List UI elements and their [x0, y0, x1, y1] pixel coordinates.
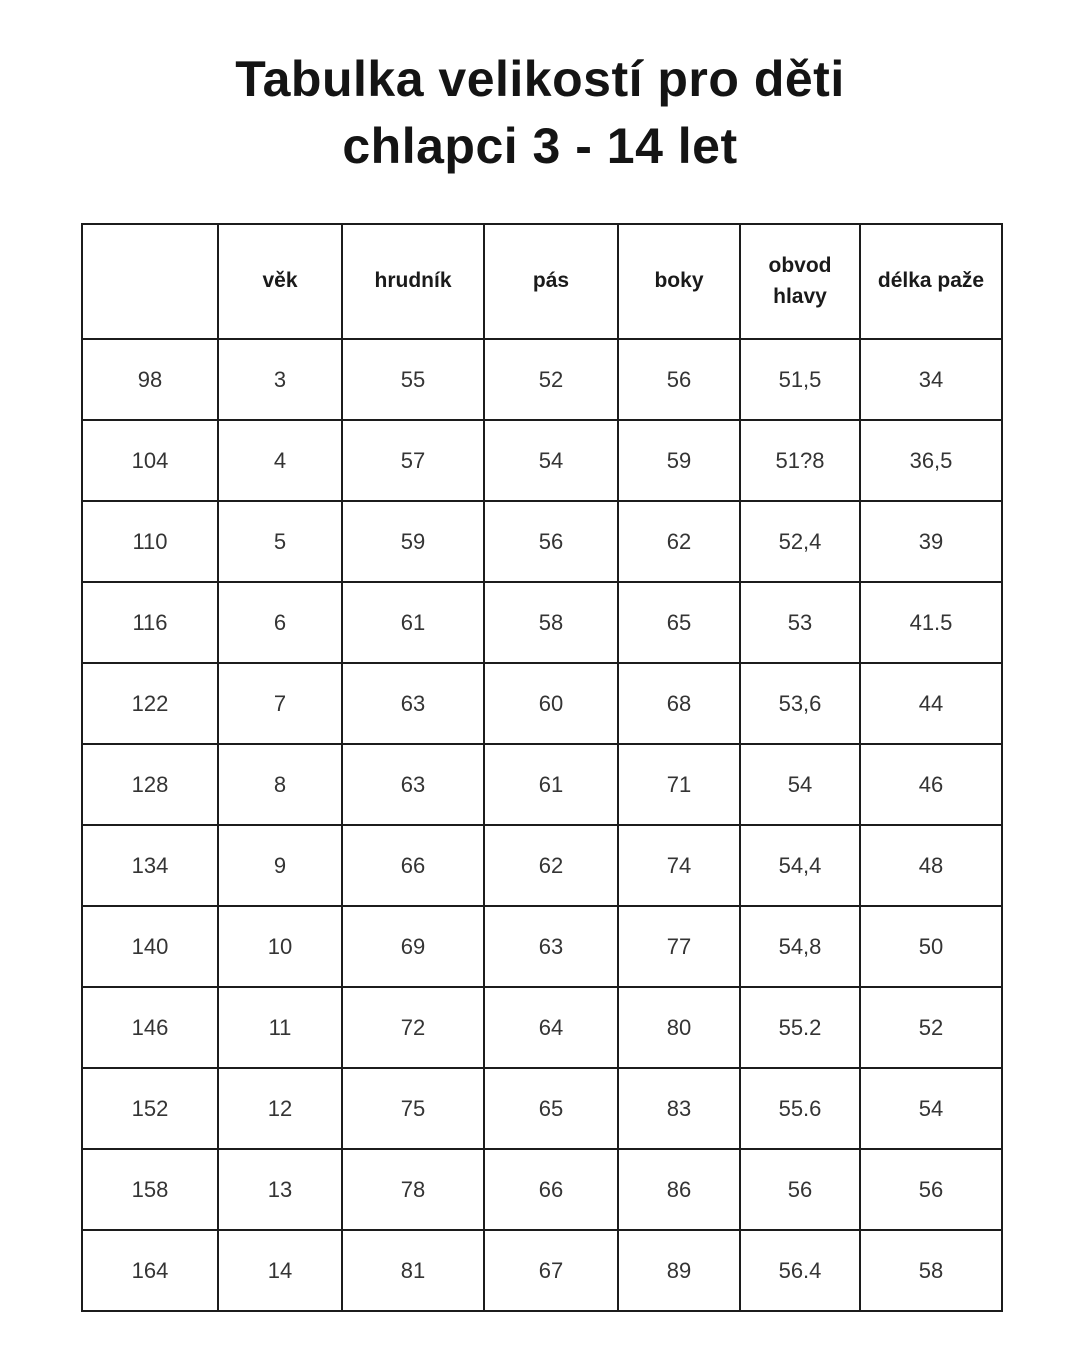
head-circumference-cell: 56: [740, 1149, 860, 1230]
hips-cell: 80: [618, 987, 740, 1068]
age-cell: 14: [218, 1230, 342, 1311]
header-row: [82, 224, 1002, 339]
waist-cell: 66: [484, 1149, 618, 1230]
waist-cell: 63: [484, 906, 618, 987]
chest-cell: 81: [342, 1230, 484, 1311]
table-row: [82, 744, 1002, 825]
head-circumference-cell: 53: [740, 582, 860, 663]
page-title-line-1: Tabulka velikostí pro děti: [235, 51, 845, 107]
age-cell: 5: [218, 501, 342, 582]
table-row: [82, 1149, 1002, 1230]
head-circumference-cell: 55.6: [740, 1068, 860, 1149]
chest-cell: 55: [342, 339, 484, 420]
arm-length-cell: 34: [860, 339, 1002, 420]
hips-cell: 62: [618, 501, 740, 582]
table-row: [82, 501, 1002, 582]
waist-cell: 62: [484, 825, 618, 906]
size-cell: 140: [82, 906, 218, 987]
size-cell: 128: [82, 744, 218, 825]
size-cell: 110: [82, 501, 218, 582]
head-circumference-cell: 54,4: [740, 825, 860, 906]
age-cell: 11: [218, 987, 342, 1068]
hips-cell: 65: [618, 582, 740, 663]
age-cell: 6: [218, 582, 342, 663]
header-cell-chest: hrudník: [342, 224, 484, 339]
waist-cell: 65: [484, 1068, 618, 1149]
hips-cell: 86: [618, 1149, 740, 1230]
head-circumference-cell: 51,5: [740, 339, 860, 420]
header-cell-head-circumference: obvod hlavy: [740, 224, 860, 339]
size-cell: 158: [82, 1149, 218, 1230]
size-cell: 98: [82, 339, 218, 420]
hips-cell: 71: [618, 744, 740, 825]
table-row: [82, 663, 1002, 744]
table-row: [82, 1068, 1002, 1149]
page-title-line-2: chlapci 3 - 14 let: [342, 118, 738, 174]
head-circumference-cell: 55.2: [740, 987, 860, 1068]
waist-cell: 54: [484, 420, 618, 501]
arm-length-cell: 48: [860, 825, 1002, 906]
head-circumference-cell: 54,8: [740, 906, 860, 987]
chest-cell: 66: [342, 825, 484, 906]
size-cell: 134: [82, 825, 218, 906]
chest-cell: 57: [342, 420, 484, 501]
age-cell: 4: [218, 420, 342, 501]
size-cell: 122: [82, 663, 218, 744]
chest-cell: 59: [342, 501, 484, 582]
head-circumference-cell: 53,6: [740, 663, 860, 744]
chest-cell: 63: [342, 744, 484, 825]
waist-cell: 67: [484, 1230, 618, 1311]
table-row: [82, 420, 1002, 501]
hips-cell: 59: [618, 420, 740, 501]
hips-cell: 77: [618, 906, 740, 987]
chest-cell: 61: [342, 582, 484, 663]
age-cell: 10: [218, 906, 342, 987]
hips-cell: 74: [618, 825, 740, 906]
header-cell-arm-length: délka paže: [860, 224, 1002, 339]
waist-cell: 60: [484, 663, 618, 744]
age-cell: 7: [218, 663, 342, 744]
header-cell-age: věk: [218, 224, 342, 339]
waist-cell: 64: [484, 987, 618, 1068]
table-row: [82, 582, 1002, 663]
age-cell: 9: [218, 825, 342, 906]
header-cell-size: [82, 224, 218, 339]
head-circumference-cell: 56.4: [740, 1230, 860, 1311]
table-row: [82, 1230, 1002, 1311]
waist-cell: 58: [484, 582, 618, 663]
size-cell: 116: [82, 582, 218, 663]
arm-length-cell: 39: [860, 501, 1002, 582]
table-row: [82, 339, 1002, 420]
head-circumference-cell: 54: [740, 744, 860, 825]
arm-length-cell: 58: [860, 1230, 1002, 1311]
size-table: [81, 223, 1003, 1312]
head-circumference-cell: 52,4: [740, 501, 860, 582]
arm-length-cell: 46: [860, 744, 1002, 825]
age-cell: 12: [218, 1068, 342, 1149]
chest-cell: 72: [342, 987, 484, 1068]
age-cell: 3: [218, 339, 342, 420]
header-cell-hips: boky: [618, 224, 740, 339]
age-cell: 8: [218, 744, 342, 825]
table-row: [82, 825, 1002, 906]
arm-length-cell: 52: [860, 987, 1002, 1068]
age-cell: 13: [218, 1149, 342, 1230]
waist-cell: 56: [484, 501, 618, 582]
size-cell: 164: [82, 1230, 218, 1311]
size-table-body: [82, 339, 1002, 1311]
chest-cell: 69: [342, 906, 484, 987]
waist-cell: 61: [484, 744, 618, 825]
waist-cell: 52: [484, 339, 618, 420]
size-cell: 146: [82, 987, 218, 1068]
hips-cell: 68: [618, 663, 740, 744]
chest-cell: 75: [342, 1068, 484, 1149]
arm-length-cell: 44: [860, 663, 1002, 744]
arm-length-cell: 54: [860, 1068, 1002, 1149]
head-circumference-cell: 51?8: [740, 420, 860, 501]
hips-cell: 89: [618, 1230, 740, 1311]
hips-cell: 56: [618, 339, 740, 420]
size-cell: 104: [82, 420, 218, 501]
arm-length-cell: 50: [860, 906, 1002, 987]
table-row: [82, 906, 1002, 987]
page-title: [0, 0, 1080, 180]
chest-cell: 63: [342, 663, 484, 744]
arm-length-cell: 36,5: [860, 420, 1002, 501]
chest-cell: 78: [342, 1149, 484, 1230]
hips-cell: 83: [618, 1068, 740, 1149]
arm-length-cell: 41.5: [860, 582, 1002, 663]
arm-length-cell: 56: [860, 1149, 1002, 1230]
size-table-header: [82, 224, 1002, 339]
size-cell: 152: [82, 1068, 218, 1149]
table-row: [82, 987, 1002, 1068]
header-cell-waist: pás: [484, 224, 618, 339]
